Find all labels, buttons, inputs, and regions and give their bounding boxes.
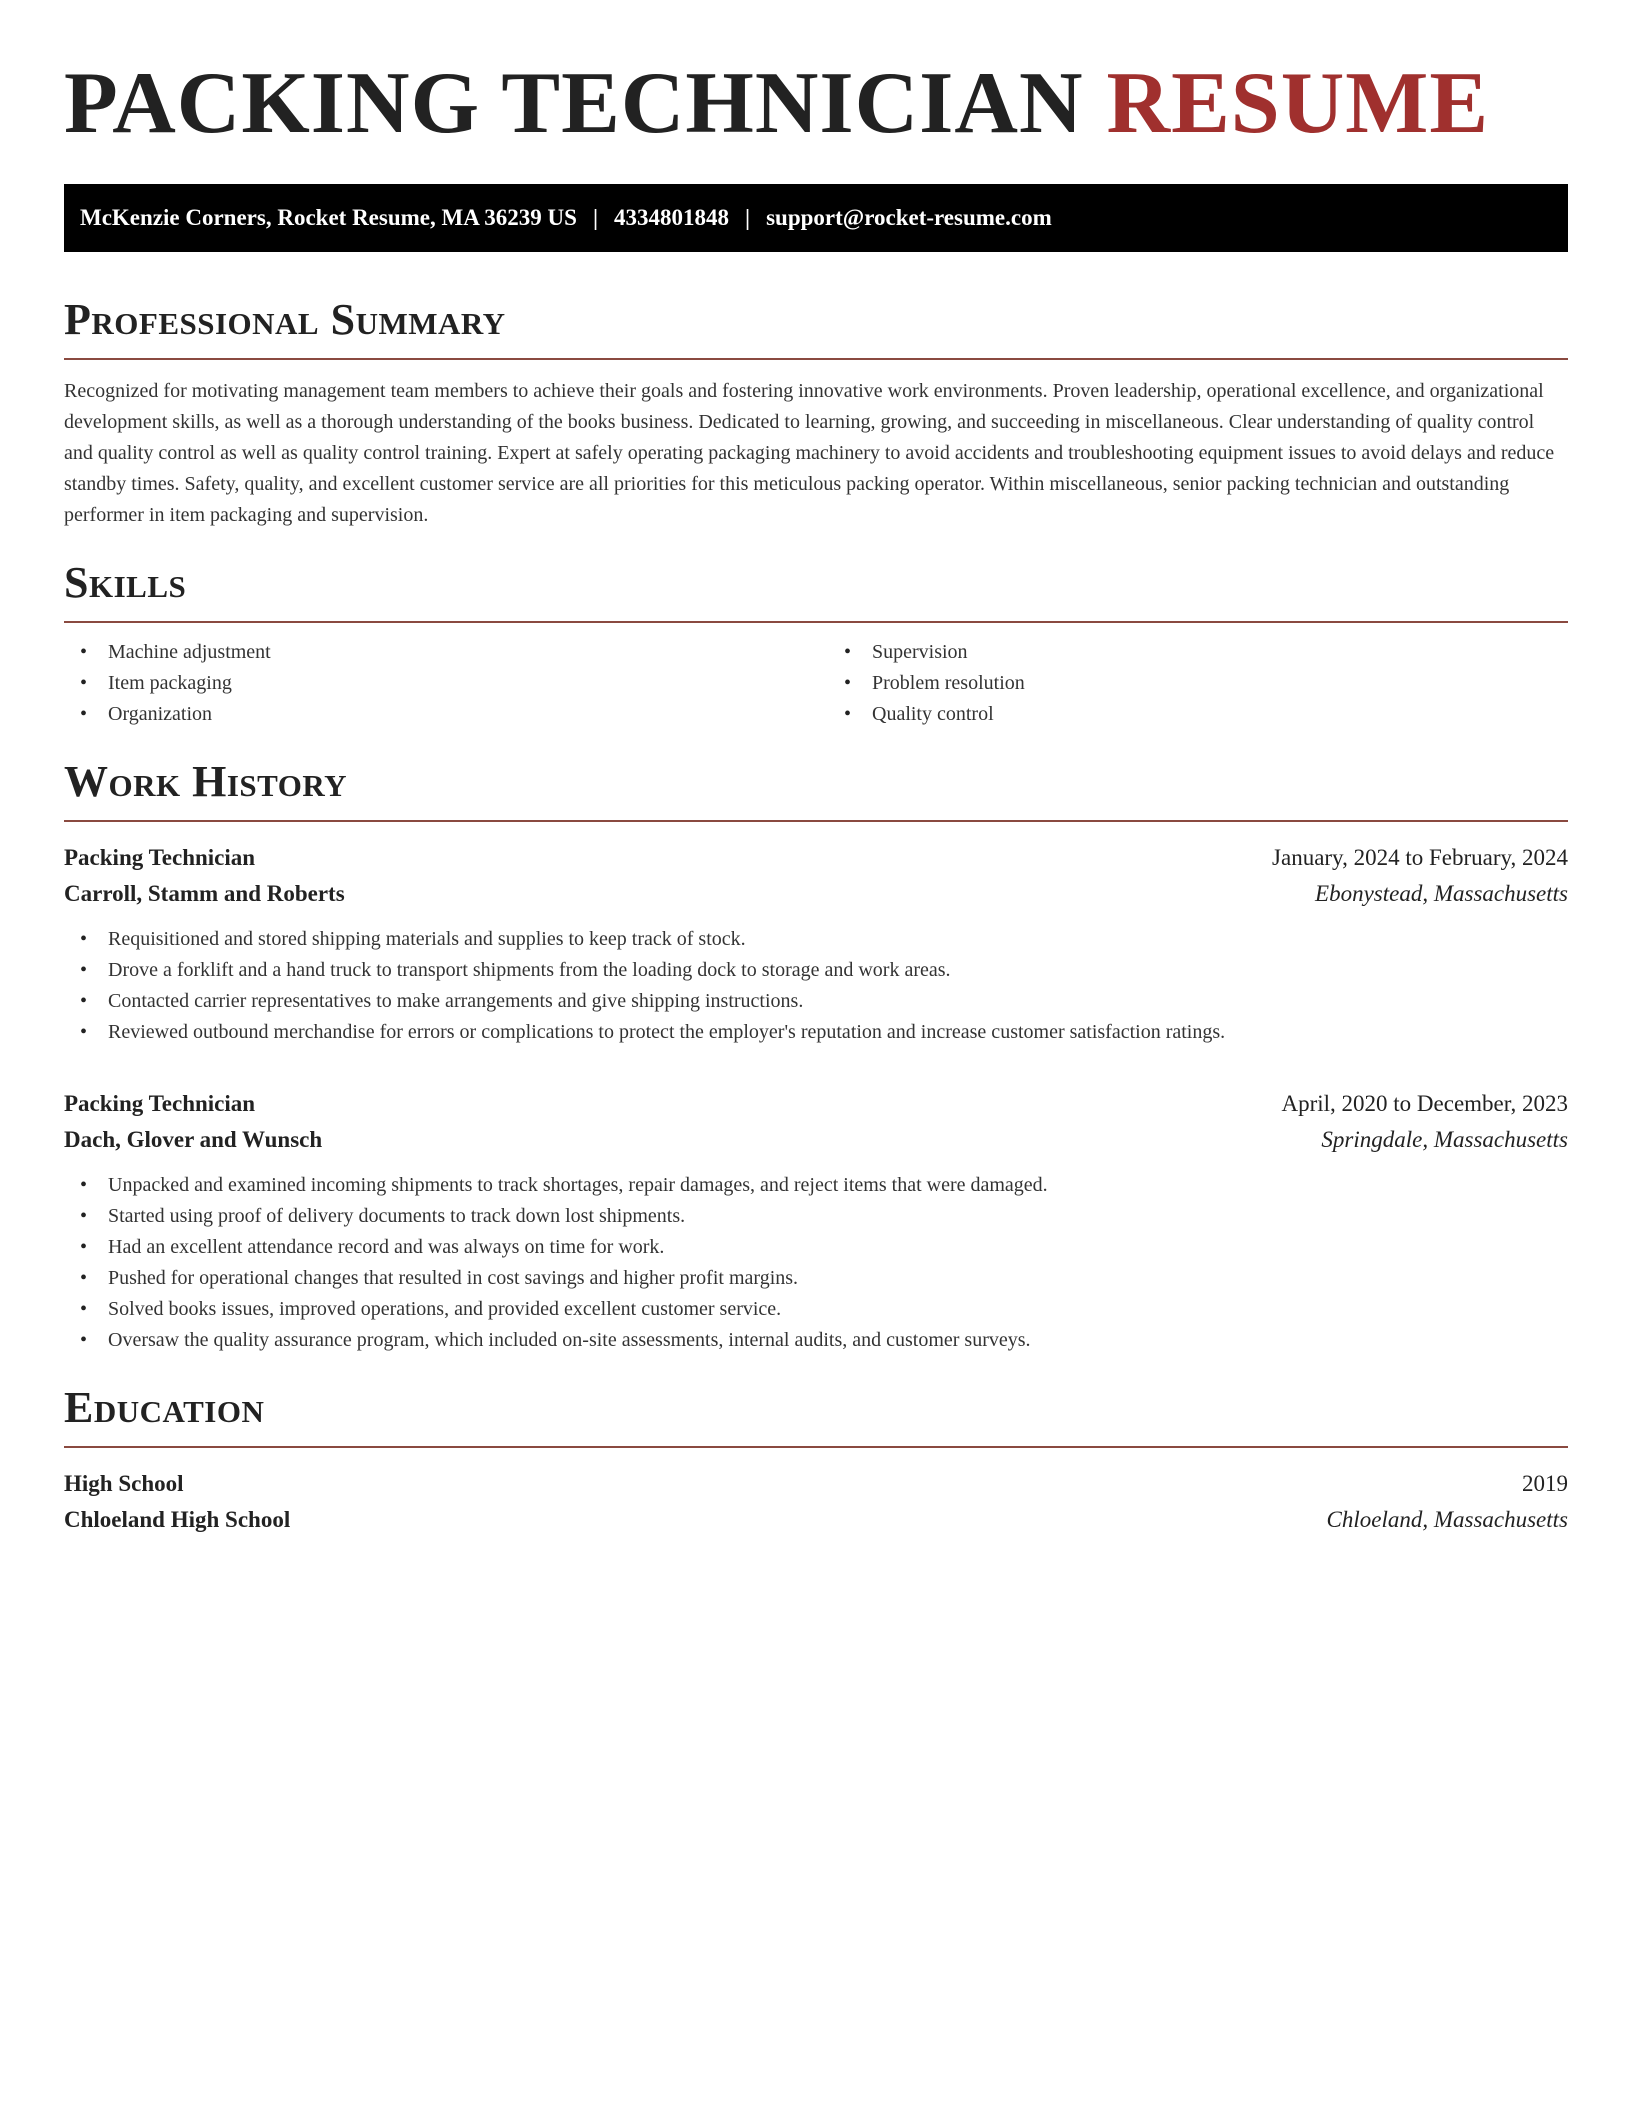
skills-grid [64,637,1568,730]
summary-section [64,296,1568,531]
job-duty: • Drove a forklift and a hand truck to transport shipments from the loading dock to storage and work areas. [64,955,1568,986]
job-title: Packing Technician [64,1091,256,1116]
job-duty: • Unpacked and examined incoming shipments to track shortages, repair damages, and reject items that were damaged. [64,1170,1568,1201]
summary-text: Recognized for motivating management team members to achieve their goals and fostering innovative work environments. Proven leadership, operational excellence, and organizational development skills, as well as a thorough understanding of the books business. Dedicated to learning, growing, and succeeding in miscellaneous. Clear understanding of quality control and quality control as well as quality control training. Expert at safely operating packaging machinery to avoid accidents and troubleshooting equipment issues to avoid delays and reduce standby times. Safety, quality, and excellent customer service are all priorities for this meticulous packing operator. Within miscellaneous, senior packing technician and outstanding performer in item packaging and supervision. [64,380,1555,526]
title-accent: RESUME [1106,55,1490,152]
skill-item: • Item packaging [64,668,804,699]
job-duty: • Solved books issues, improved operations, and provided excellent customer service. [64,1294,1568,1325]
job-duty: • Reviewed outbound merchandise for errors or complications to protect the employer's reputation and increase customer satisfaction ratings. [64,1017,1568,1048]
contact-bar [64,184,1568,252]
job-location: Ebonystead, Massachusetts [1315,881,1568,906]
job-location: Springdale, Massachusetts [1321,1127,1568,1152]
contact-email: support@rocket-resume.com [766,205,1052,230]
resume-title [64,56,1568,152]
job-entry [64,1086,1568,1356]
job-duties-list [64,924,1568,1048]
job-duty: • Had an excellent attendance record and was always on time for work. [64,1232,1568,1263]
skills-heading: Skills [64,558,187,607]
education-degree: High School [64,1471,184,1496]
skills-list-right [828,637,1568,730]
resume-content [64,56,1568,1538]
job-dates: April, 2020 to December, 2023 [1281,1091,1568,1116]
skill-item: • Organization [64,699,804,730]
skill-item: • Quality control [828,699,1568,730]
skills-list-left [64,637,804,730]
education-entry [64,1466,1568,1538]
section-divider [64,358,1568,360]
summary-heading: Professional Summary [64,295,506,344]
education-year: 2019 [1522,1471,1568,1496]
job-company: Carroll, Stamm and Roberts [64,881,345,906]
education-school: Chloeland High School [64,1507,291,1532]
job-company-row [64,876,1568,912]
job-duty: • Contacted carrier representatives to make arrangements and give shipping instructions. [64,986,1568,1017]
job-dates: January, 2024 to February, 2024 [1272,845,1568,870]
job-header-row [64,840,1568,876]
job-company: Dach, Glover and Wunsch [64,1127,323,1152]
title-main: PACKING TECHNICIAN [64,55,1084,152]
job-duty: • Oversaw the quality assurance program, which included on-site assessments, internal audits, and customer surveys. [64,1325,1568,1356]
contact-separator: | [592,205,599,230]
job-title: Packing Technician [64,845,256,870]
work-history-section [64,758,1568,1356]
skills-section [64,559,1568,730]
contact-separator: | [745,205,751,230]
contact-address: McKenzie Corners, Rocket Resume, MA 36239 US [80,205,577,230]
education-heading: Education [64,1383,265,1432]
job-duties-list [64,1170,1568,1356]
skill-item: • Machine adjustment [64,637,804,668]
job-duty: • Started using proof of delivery documents to track down lost shipments. [64,1201,1568,1232]
section-divider [64,621,1568,623]
job-entry [64,840,1568,1048]
education-location: Chloeland, Massachusetts [1326,1507,1568,1532]
job-duty: • Requisitioned and stored shipping materials and supplies to keep track of stock. [64,924,1568,955]
contact-phone: 4334801848 [614,205,730,230]
job-company-row [64,1122,1568,1158]
work-history-heading: Work History [64,757,348,806]
job-duty: • Pushed for operational changes that resulted in cost savings and higher profit margins. [64,1263,1568,1294]
skill-item: • Problem resolution [828,668,1568,699]
education-section [64,1384,1568,1538]
section-divider [64,820,1568,822]
job-header-row [64,1086,1568,1122]
section-divider [64,1446,1568,1448]
skill-item: • Supervision [828,637,1568,668]
education-degree-row [64,1466,1568,1502]
education-school-row [64,1502,1568,1538]
